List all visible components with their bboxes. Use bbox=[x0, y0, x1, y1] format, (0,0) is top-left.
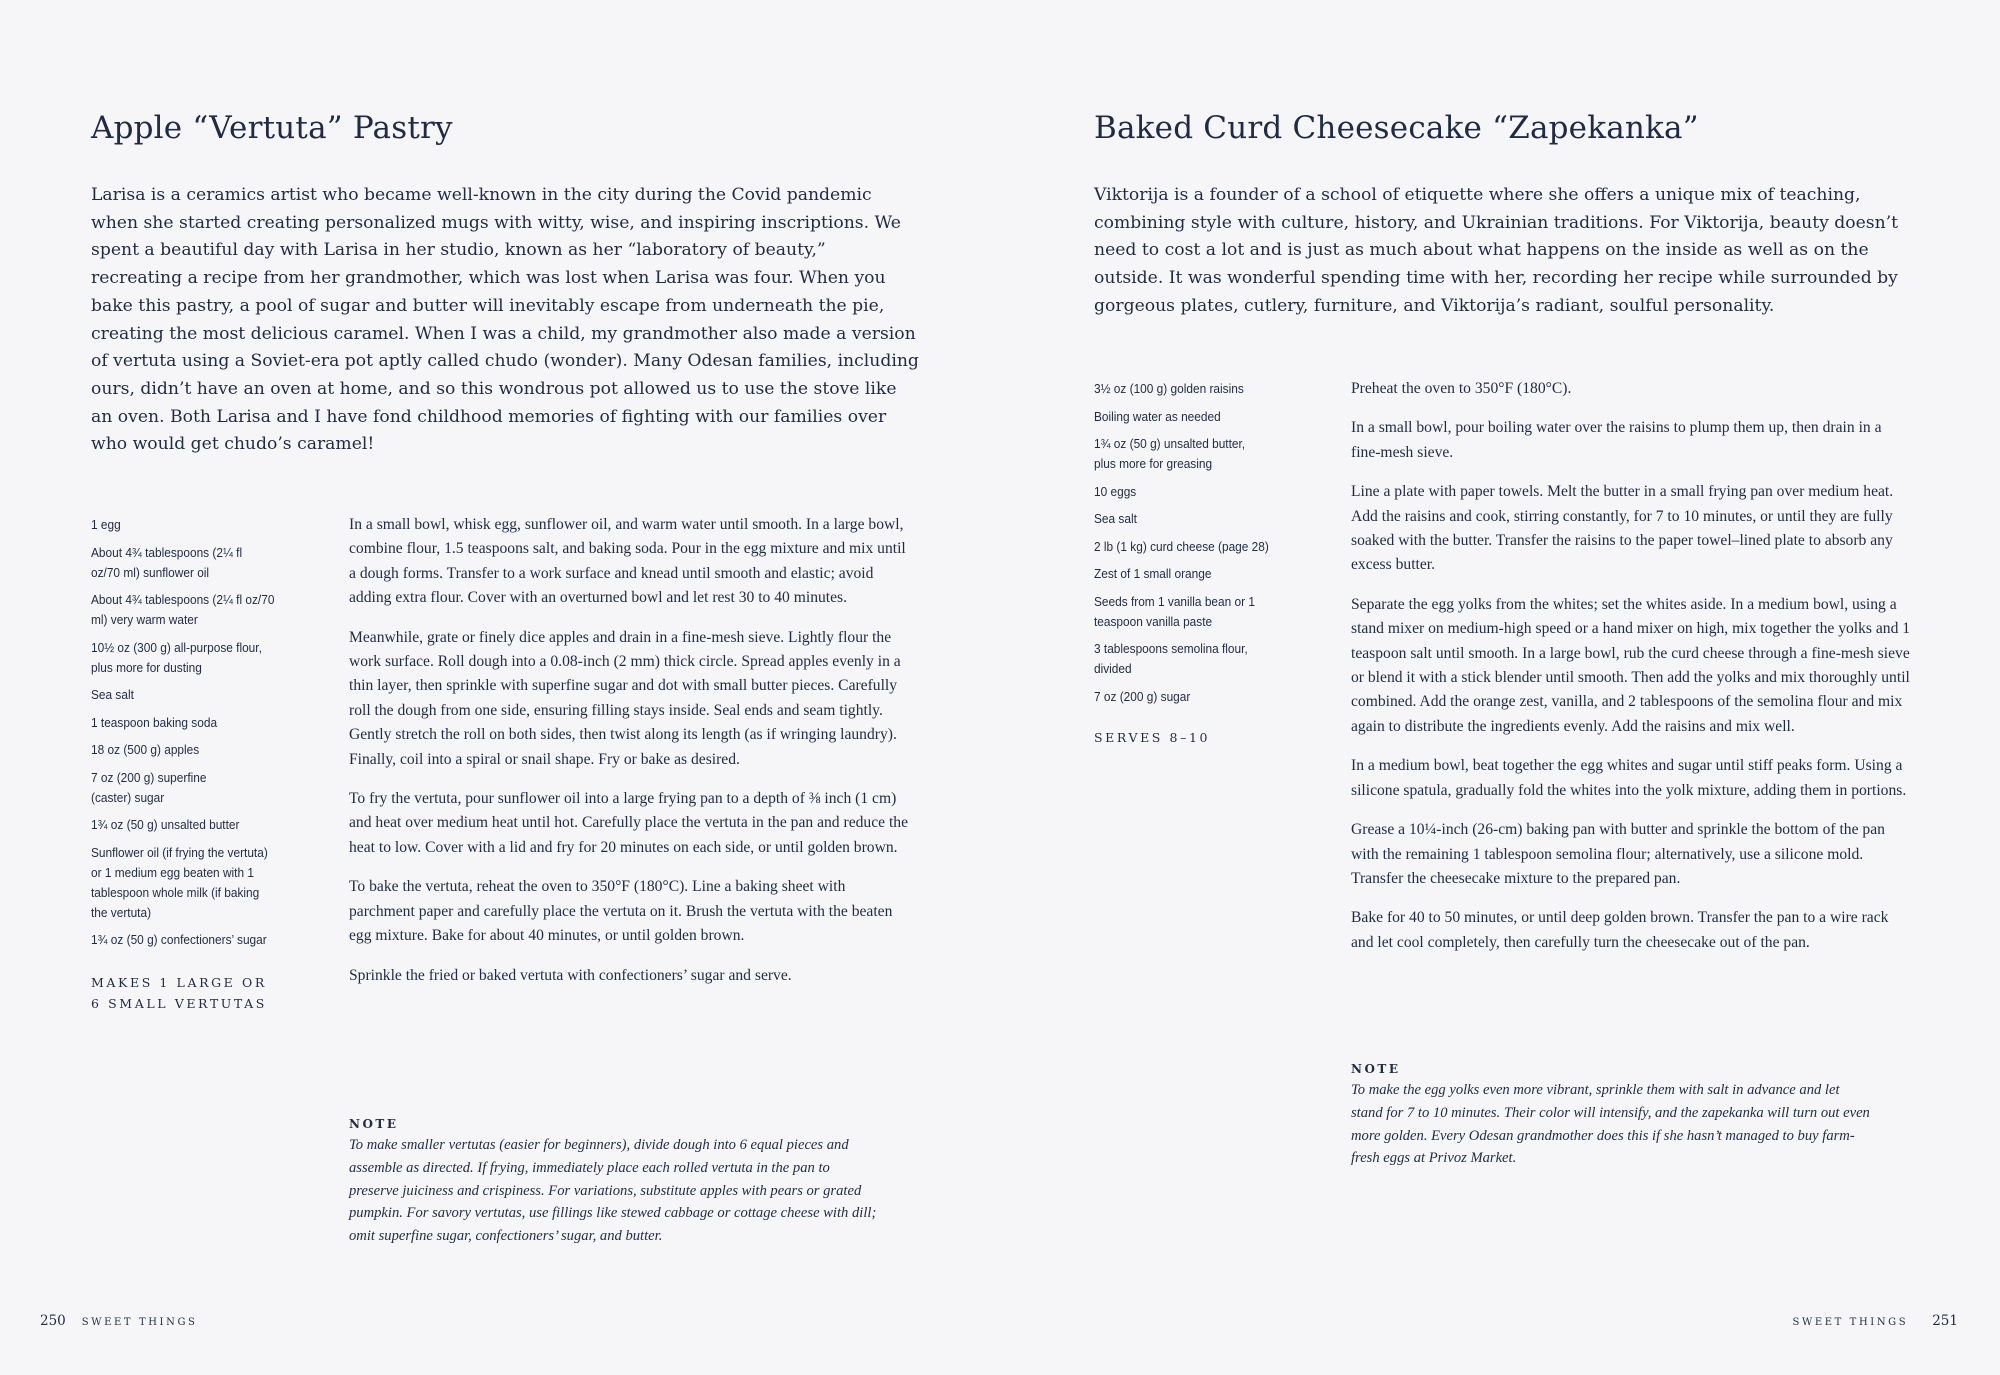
ingredient-item: Sea salt bbox=[91, 687, 134, 702]
ingredient-item: 7 oz (200 g) sugar bbox=[1094, 688, 1191, 704]
page-footer bbox=[40, 1313, 198, 1329]
ingredient-item: Boiling water as needed bbox=[1094, 408, 1221, 424]
method-step: Sprinkle the fried or baked vertuta with confectioners’ sugar and serve. bbox=[349, 966, 792, 984]
ingredient-item: 1¾ oz (50 g) unsalted butter, plus more for greasing bbox=[1094, 436, 1246, 471]
recipe-intro bbox=[91, 182, 921, 459]
ingredient-item: 1¾ oz (50 g) unsalted butter bbox=[91, 817, 240, 832]
method-step: To fry the vertuta, pour sunflower oil into a large frying pan to a depth of ⅜ inch (1 cm) and heat over medium heat until hot. Carefully place the vertuta in the pan and reduce the heat to low. Cover with a lid and fry for 20 minutes on each side, or until golden brown. bbox=[349, 790, 908, 856]
page-number: 250 bbox=[40, 1313, 66, 1329]
ingredient-item: Sunflower oil (if frying the vertuta) or 1 medium egg beaten with 1 tablespoon whole milk (if baking the vertuta) bbox=[91, 844, 268, 920]
ingredient-item: 18 oz (500 g) apples bbox=[91, 742, 200, 757]
recipe-yield: MAKES 1 LARGE OR 6 SMALL VERTUTAS bbox=[91, 975, 267, 1011]
ingredient-list bbox=[1094, 379, 1314, 714]
ingredient-item: Zest of 1 small orange bbox=[1094, 566, 1212, 581]
method-steps bbox=[349, 513, 911, 1003]
method-step: Separate the egg yolks from the whites; set the whites aside. In a medium bowl, using a stand mixer on medium-high speed or a hand mixer on high, mix together the yolks and 1 teaspoon salt until smooth. In a large bowl, rub the curd cheese through a fine-mesh sieve or blend it with a stick blender until smooth. Then add the yolks and mix thoroughly until combined. Add the orange zest, vanilla, and 2 tablespoons of the semolina flour and mix again to distribute the ingredients evenly. Add the raisins and mix well. bbox=[1351, 595, 1911, 735]
method-steps bbox=[1351, 377, 1913, 970]
method-step: Line a plate with paper towels. Melt the butter in a small frying pan over medium heat. Add the raisins and cook, stirring constantly, for 7 to 10 minutes, or until they are fully soaked with the butter. Transfer the raisins to the paper towel–lined plate to absorb any excess butter. bbox=[1351, 483, 1894, 574]
section-title: SWEET THINGS bbox=[81, 1317, 198, 1328]
method-step: Grease a 10¼-inch (26-cm) baking pan with butter and sprinkle the bottom of the pan with the remaining 1 tablespoon semolina flour; alternatively, use a silicone mold. Transfer the cheesecake mixture to the prepared pan. bbox=[1351, 821, 1885, 887]
ingredient-item: 2 lb (1 kg) curd cheese (page 28) bbox=[1094, 538, 1269, 554]
ingredient-item: 1¾ oz (50 g) confectioners’ sugar bbox=[91, 932, 267, 947]
ingredient-item: 3 tablespoons semolina flour, divided bbox=[1094, 641, 1248, 676]
recipe-yield: SERVES 8–10 bbox=[1094, 730, 1211, 745]
ingredient-item: About 4¾ tablespoons (2¼ fl oz/70 ml) sunflower oil bbox=[91, 544, 243, 580]
intro-paragraph: Viktorija is a founder of a school of etiquette where she offers a unique mix of teaching, combining style with culture, history, and Ukrainian traditions. For Viktorija, beauty doesn’t need to cost a lot and is just as much about what happens on the inside as well as on the outside. It was wonderful spending time with her, recording her recipe while surrounded by gorgeous plates, cutlery, furniture, and Viktorija’s radiant, soulful personality. bbox=[1094, 185, 1899, 316]
ingredient-item: 1 teaspoon baking soda bbox=[91, 714, 218, 730]
ingredient-item: 3½ oz (100 g) golden raisins bbox=[1094, 381, 1244, 396]
note-label: NOTE bbox=[1351, 1062, 1401, 1076]
ingredient-item: 10½ oz (300 g) all-purpose flour, plus more for dusting bbox=[91, 639, 262, 675]
method-step: Bake for 40 to 50 minutes, or until deep golden brown. Transfer the pan to a wire rack and let cool completely, then carefully turn the cheesecake out of the pan. bbox=[1351, 909, 1889, 951]
intro-paragraph: Larisa is a ceramics artist who became well-known in the city during the Covid pandemic when she started creating personalized mugs with witty, wise, and inspiring inscriptions. We spent a beautiful day with Larisa in her studio, known as her “laboratory of beauty,” recreating a recipe from her grandmother, which was lost when Larisa was four. When you bake this pastry, a pool of sugar and butter will inevitably escape from underneath the pie, creating the most delicious caramel. When I was a child, my grandmother also made a version of vertuta using a Soviet-era pot aptly called chudo (wonder). Many Odesan families, including ours, didn’t have an oven at home, and so this wondrous pot allowed us to use the stove like an oven. Both Larisa and I have fond childhood memories of fighting with our families over who would get chudo’s caramel! bbox=[91, 185, 919, 455]
right-page bbox=[1000, 0, 2000, 1375]
page-footer bbox=[1793, 1313, 1959, 1329]
ingredient-list bbox=[91, 515, 311, 958]
ingredient-item: About 4¾ tablespoons (2¼ fl oz/70 ml) very warm water bbox=[91, 592, 275, 627]
method-step: Preheat the oven to 350°F (180°C). bbox=[1351, 380, 1572, 397]
method-step: In a small bowl, pour boiling water over the raisins to plump them up, then drain in a fine-mesh sieve. bbox=[1351, 419, 1882, 461]
method-step: Meanwhile, grate or finely dice apples and drain in a fine-mesh sieve. Lightly flour the work surface. Roll dough into a 0.08-inch (2 mm) thick circle. Spread apples evenly in a thin layer, then sprinkle with superfine sugar and dot with small butter pieces. Carefully roll the dough from one side, ensuring filling stays inside. Seal ends and seam tightly. Gently stretch the roll on both sides, then twist along its length (as if wringing laundry). Finally, coil into a spiral or snail shape. Fry or bake as desired. bbox=[349, 628, 901, 768]
recipe-title: Apple “Vertuta” Pastry bbox=[91, 110, 453, 146]
note-label: NOTE bbox=[349, 1117, 399, 1131]
ingredient-item: Sea salt bbox=[1094, 511, 1137, 526]
method-step: To bake the vertuta, reheat the oven to 350°F (180°C). Line a baking sheet with parchment paper and carefully place the vertuta on it. Brush the vertuta with the beaten egg mixture. Bake for about 40 minutes, or until golden brown. bbox=[349, 878, 893, 945]
ingredient-item: 1 egg bbox=[91, 517, 121, 532]
method-step: In a medium bowl, beat together the egg whites and sugar until stiff peaks form. Using a silicone spatula, gradually fold the whites into the yolk mixture, adding them in portions. bbox=[1351, 757, 1907, 799]
note-text: To make smaller vertutas (easier for beginners), divide dough into 6 equal pieces and assemble as directed. If frying, immediately place each rolled vertuta in the pan to preserve juiciness and crispiness. For variations, substitute apples with pears or grated pumpkin. For savory vertutas, use fillings like stewed cabbage or cottage cheese with dill; omit superfine sugar, confectioners’ sugar, and butter. bbox=[349, 1137, 877, 1245]
ingredient-item: 10 eggs bbox=[1094, 483, 1137, 499]
ingredient-item: 7 oz (200 g) superfine (caster) sugar bbox=[91, 769, 207, 805]
method-step: In a small bowl, whisk egg, sunflower oil, and warm water until smooth. In a large bowl, combine flour, 1.5 teaspoons salt, and baking soda. Pour in the egg mixture and mix until a dough forms. Transfer to a work surface and knead until smooth and elastic; avoid adding extra flour. Cover with an overturned bowl and let rest 30 to 40 minutes. bbox=[349, 516, 906, 607]
recipe-intro bbox=[1094, 182, 1924, 321]
page-number: 251 bbox=[1932, 1313, 1958, 1329]
recipe-title: Baked Curd Cheesecake “Zapekanka” bbox=[1094, 110, 1699, 146]
ingredient-item: Seeds from 1 vanilla bean or 1 teaspoon vanilla paste bbox=[1094, 593, 1255, 629]
note-text: To make the egg yolks even more vibrant, sprinkle them with salt in advance and let stand for 7 to 10 minutes. Their color will intensify, and the zapekanka will turn out even more golden. Every Odesan grandmother does this if she hasn’t managed to buy farm-fresh eggs at Privoz Market. bbox=[1351, 1082, 1870, 1167]
recipe-note bbox=[349, 1117, 879, 1248]
recipe-note bbox=[1351, 1062, 1871, 1170]
section-title: SWEET THINGS bbox=[1792, 1317, 1909, 1328]
